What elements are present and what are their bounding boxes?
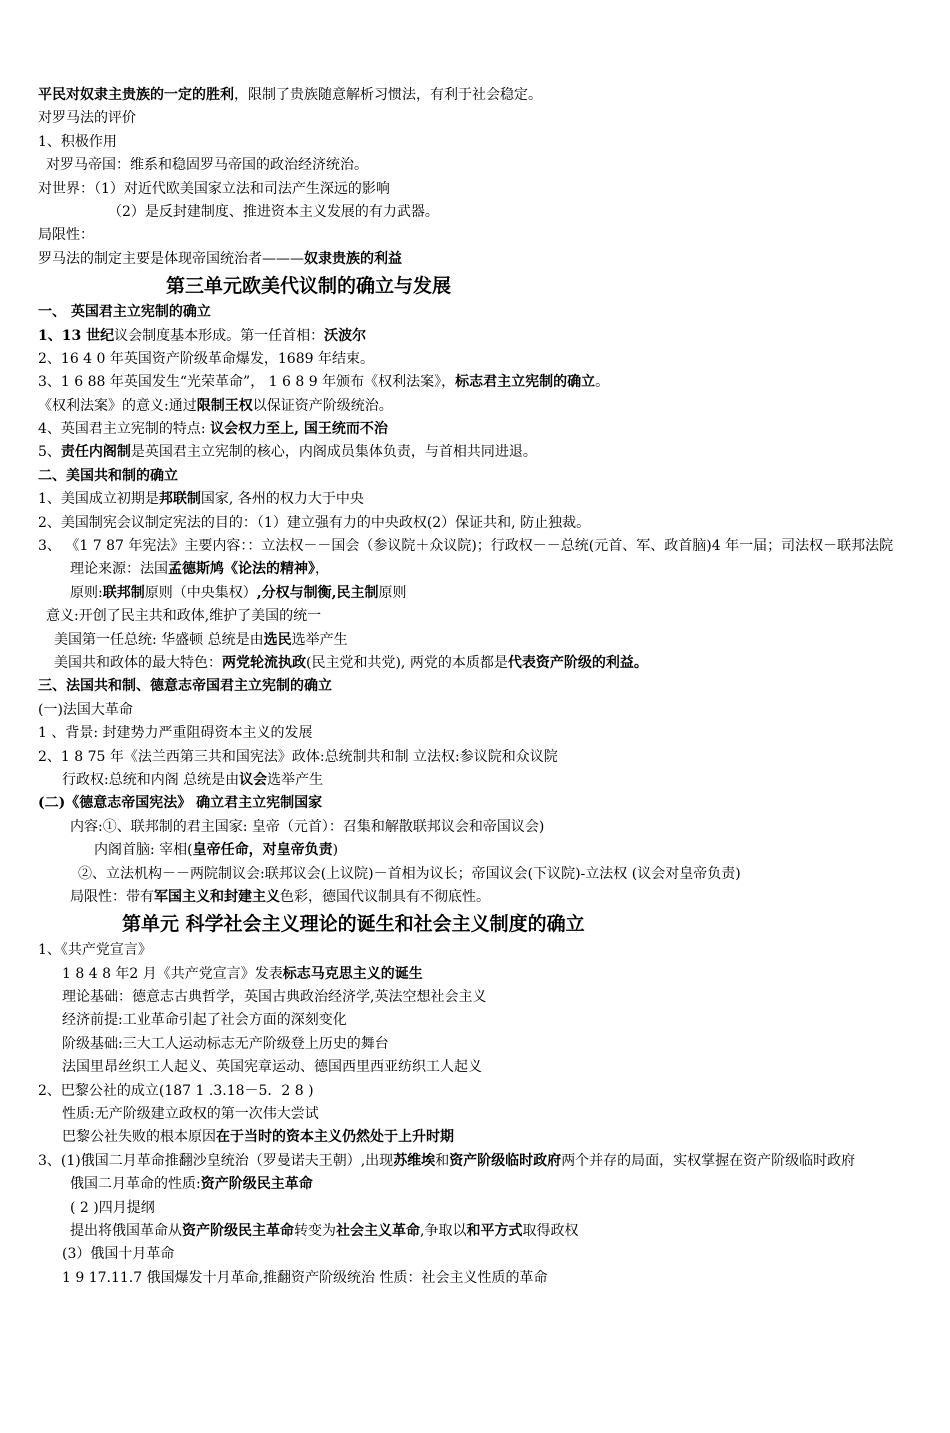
text-line — [0, 325, 950, 348]
text-line — [0, 699, 950, 722]
text-line — [0, 131, 950, 154]
bold-text: 联邦制 — [102, 584, 145, 601]
text-line — [0, 839, 950, 862]
text-span: (3）俄国十月革命 — [62, 1246, 175, 1263]
text-span: 原则 — [378, 584, 407, 601]
bold-text: 代表资产阶级的利益。 — [507, 655, 648, 671]
text-span: 2、1 8 75 年《法兰西第三共和国宪法》政体:总统制共和制 立法权:参议院和众议院 — [38, 748, 558, 765]
text-line — [0, 863, 950, 886]
text-span: 取得政权 — [522, 1223, 579, 1239]
text-line — [0, 1220, 950, 1243]
text-line — [0, 465, 950, 488]
text-span: 1、积极作用 — [38, 133, 117, 150]
text-line — [0, 629, 950, 652]
bold-text: 资产阶级民主革命 — [200, 1176, 313, 1193]
text-line — [0, 248, 950, 271]
text-span: 阶级基础:三大工人运动标志无产阶级登上历史的舞台 — [62, 1035, 389, 1052]
text-span: 5、 — [38, 444, 61, 461]
text-line — [0, 107, 950, 130]
bold-text: 三、法国共和制、德意志帝国君主立宪制的确立 — [38, 678, 332, 695]
text-span: 局限性： — [38, 227, 94, 244]
text-span: ,争取以 — [420, 1223, 467, 1239]
text-span: 色彩，德国代议制具有不彻底性。 — [280, 888, 490, 905]
bold-text: 平民对奴隶主贵族的一定的胜利 — [38, 87, 234, 103]
section-heading — [0, 271, 950, 301]
text-span: 2、巴黎公社的成立(187 1 .3.18－5．2 8 ) — [38, 1082, 314, 1099]
text-span: ，限制了贵族随意解析习惯法，有利于社会稳定。 — [234, 87, 542, 103]
text-span: 法国里昂丝织工人起义、英国宪章运动、德国西里西亚纺织工人起义 — [62, 1059, 482, 1076]
text-span: 国家, 各州的权力大于中央 — [200, 491, 364, 508]
bold-text: 标志君主立宪制的确立 — [455, 374, 596, 391]
bold-text: 军国主义和封建主义 — [154, 888, 280, 905]
text-span: 罗马法的制定主要是体现帝国统治者——— — [38, 250, 304, 267]
text-line — [0, 939, 950, 962]
bold-text: 选民 — [263, 631, 292, 648]
text-span: 议会制度基本形成。第一任首相： — [114, 327, 325, 344]
text-span: 经济前提:工业革命引起了社会方面的深刻变化 — [62, 1012, 347, 1029]
bold-text: 第三单元欧美代议制的确立与发展 — [166, 275, 452, 298]
bold-text: 在于当时的资本主义仍然处于上升时期 — [216, 1129, 454, 1146]
text-line — [0, 1243, 950, 1266]
bold-text: (二)《德意志帝国宪法》 确立君主立宪制国家 — [38, 795, 323, 812]
text-line — [0, 178, 950, 201]
bold-text: 资产阶级临时政府 — [449, 1152, 562, 1169]
bold-text: 一、 英国君主立宪制的确立 — [38, 304, 211, 321]
text-span: 原则: — [70, 584, 103, 601]
text-span: ( 2 )四月提纲 — [70, 1199, 155, 1216]
bold-text: 社会主义革命 — [336, 1223, 420, 1239]
bold-text: 二、美国共和制的确立 — [38, 467, 178, 484]
text-line — [0, 1150, 950, 1173]
bold-text: 第单元 科学社会主义理论的诞生和社会主义制度的确立 — [122, 913, 585, 936]
text-span: 转变为 — [294, 1223, 336, 1239]
text-span: 1、美国成立初期是 — [38, 491, 159, 508]
text-span: 提出将俄国革命从 — [70, 1223, 182, 1239]
text-span: (民主党和共党), 两党的本质都是 — [306, 655, 508, 671]
text-line — [0, 1103, 950, 1126]
text-span: 美国共和政体的最大特色： — [54, 655, 222, 671]
text-line — [0, 652, 950, 675]
text-line — [0, 224, 950, 247]
bold-text: 限制王权 — [196, 397, 253, 414]
text-span: 行政权:总统和内阁 总统是由 — [62, 771, 240, 788]
text-line — [0, 986, 950, 1009]
text-line — [0, 535, 950, 558]
text-span: (一)法国大革命 — [38, 701, 133, 718]
bold-text: 皇帝任命，对皇帝负责 — [192, 842, 333, 859]
text-line — [0, 512, 950, 535]
bold-text: 议会权力至上, 国王统而不治 — [210, 421, 388, 438]
text-span: 美国第一任总统: 华盛顿 总统是由 — [54, 631, 264, 648]
text-line — [0, 558, 950, 581]
bold-text: 苏维埃 — [393, 1152, 436, 1169]
text-span: 。 — [595, 374, 610, 391]
bold-text: ,分权与制衡,民主制 — [256, 584, 379, 601]
text-span: 两个并存的局面，实权掌握在资产阶级临时政府 — [561, 1152, 856, 1169]
text-line — [0, 792, 950, 815]
text-line — [0, 605, 950, 628]
text-span: 原则（中央集权） — [144, 584, 257, 601]
text-line — [0, 301, 950, 324]
text-line — [0, 201, 950, 224]
text-span: 《权利法案》的意义:通过 — [38, 397, 197, 414]
bold-text: 议会 — [239, 771, 268, 788]
text-line — [0, 154, 950, 177]
document-body — [0, 84, 950, 1290]
text-line — [0, 441, 950, 464]
text-span: 理论基础：德意志古典哲学，英国古典政治经济学,英法空想社会主义 — [62, 989, 487, 1006]
text-span: 4、英国君主立宪制的特点: — [38, 421, 211, 438]
text-span: 性质:无产阶级建立政权的第一次伟大尝试 — [62, 1106, 319, 1123]
text-span: 巴黎公社失败的根本原因 — [62, 1129, 216, 1146]
text-line — [0, 418, 950, 441]
text-span: ②、立法机构－－两院制议会:联邦议会(上议院)－首相为议长；帝国议会(下议院)-立法权 (议会对皇帝负责) — [78, 865, 741, 882]
text-line — [0, 886, 950, 909]
text-span: 意义:开创了民主共和政体,维护了美国的统一 — [46, 608, 322, 625]
text-line — [0, 84, 950, 107]
bold-text: 邦联制 — [158, 491, 201, 508]
text-line — [0, 582, 950, 605]
section-heading — [0, 909, 950, 939]
text-span: 内阁首脑: 宰相( — [94, 842, 193, 859]
text-span: 对罗马法的评价 — [38, 110, 136, 127]
text-line — [0, 722, 950, 745]
text-span: 2、16 4 0 年英国资产阶级革命爆发，1689 年结束。 — [38, 350, 374, 367]
text-span: 理论来源：法国 — [70, 561, 168, 578]
bold-text: 两党轮流执政 — [222, 655, 306, 671]
text-span: ， — [315, 561, 329, 578]
bold-text: 资产阶级民主革命 — [182, 1223, 294, 1239]
text-line — [0, 1267, 950, 1290]
text-span: 1 9 17.11.7 俄国爆发十月革命,推翻资产阶级统治 性质：社会主义性质的革命 — [62, 1269, 548, 1286]
text-line — [0, 746, 950, 769]
text-line — [0, 1126, 950, 1149]
text-span: 以保证资产阶级统治。 — [252, 397, 393, 414]
bold-text: 奴隶贵族的利益 — [304, 250, 402, 267]
text-span: 内容:①、联邦制的君主国家: 皇帝（元首）：召集和解散联邦议会和帝国议会) — [70, 818, 545, 835]
text-span: 1 8 4 8 年2 月《共产党宣言》发表 — [62, 965, 283, 982]
text-span: 俄国二月革命的性质: — [70, 1176, 201, 1193]
text-span: 3、 《1 7 87 年宪法》主要内容：：立法权－－国会（参议院＋众议院)；行政权－－总统(元首、军、政首脑)4 年一届；司法权－联邦法院 — [38, 538, 894, 555]
text-span: 和 — [435, 1152, 450, 1169]
text-line — [0, 348, 950, 371]
bold-text: 孟德斯鸠《论法的精神》 — [168, 561, 315, 578]
text-line — [0, 488, 950, 511]
text-line — [0, 371, 950, 394]
text-line — [0, 1009, 950, 1032]
text-span: 选举产生 — [267, 771, 324, 788]
bold-text: 和平方式 — [466, 1223, 523, 1239]
text-span: 3、1 6 88 年英国发生“光荣革命”， 1 6 8 9 年颁布《权利法案》， — [38, 374, 456, 391]
text-line — [0, 1033, 950, 1056]
text-span: 对罗马帝国：维系和稳固罗马帝国的政治经济统治。 — [46, 157, 368, 174]
text-line — [0, 1080, 950, 1103]
bold-text: 标志马克思主义的诞生 — [282, 965, 423, 982]
text-span: 2、美国制宪会议制定宪法的目的：（1）建立强有力的中央政权(2）保证共和, 防止独裁。 — [38, 514, 591, 531]
text-line — [0, 395, 950, 418]
text-span: 局限性：带有 — [70, 888, 154, 905]
text-line — [0, 816, 950, 839]
text-line — [0, 963, 950, 986]
text-span: 1、《共产党宣言》 — [38, 942, 152, 959]
text-line — [0, 1173, 950, 1196]
text-line — [0, 675, 950, 698]
text-span: 是英国君主立宪制的核心，内阁成员集体负责，与首相共同进退。 — [130, 444, 537, 461]
text-span: 选举产生 — [291, 631, 348, 648]
text-span: 3、(1)俄国二月革命推翻沙皇统治（罗曼诺夫王朝）,出现 — [38, 1152, 394, 1169]
text-line — [0, 1197, 950, 1220]
bold-text: 1、13 世纪 — [38, 327, 115, 344]
text-span: 对世界：（1）对近代欧美国家立法和司法产生深远的影响 — [38, 180, 390, 197]
text-span: ) — [332, 842, 339, 859]
bold-text: 沃波尔 — [324, 327, 367, 344]
bold-text: 责任内阁制 — [60, 444, 131, 461]
text-line — [0, 1056, 950, 1079]
text-line — [0, 769, 950, 792]
text-span: 1 、背景: 封建势力严重阻碍资本主义的发展 — [38, 725, 313, 742]
text-span: （2）是反封建制度、推进资本主义发展的有力武器。 — [108, 203, 439, 220]
